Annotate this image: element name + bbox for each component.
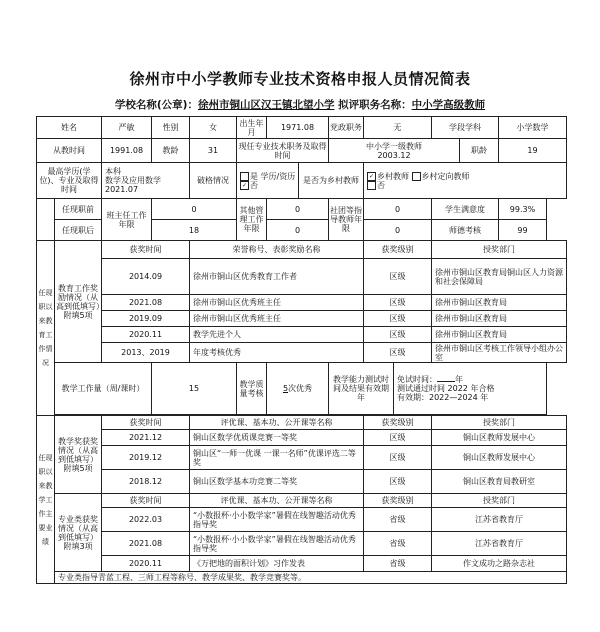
teach-years-value: 31 xyxy=(190,139,237,163)
subject-label: 学段学科 xyxy=(432,117,499,139)
perf-header-time: 获奖时间 xyxy=(102,494,190,508)
table-row xyxy=(37,556,567,572)
other-after: 0 xyxy=(267,220,329,241)
hb-before: 0 xyxy=(152,199,237,220)
party-value: 无 xyxy=(364,117,432,139)
table-row xyxy=(37,494,567,508)
perf-level: 省级 xyxy=(364,508,432,532)
perf-footer-note: 专业类指导青蓝工程、三师工程等称号、教学成果奖、教学竞赛奖等。 xyxy=(55,572,567,584)
ability-value: 免试时间： 年 测试通过时间 2022 年合格 有效期：2022—2024 年 xyxy=(394,363,547,415)
application-form-table xyxy=(36,116,567,584)
post-label: 拟评职务名称： xyxy=(338,99,412,111)
table-row xyxy=(37,139,567,163)
hb-after: 18 xyxy=(152,220,237,241)
perf-name: 铜山区数学基本功竞赛二等奖 xyxy=(190,470,364,494)
honor-time: 2021.08 xyxy=(102,295,190,311)
table-row xyxy=(37,199,567,220)
mentor-before: 0 xyxy=(364,199,432,220)
perf-time: 2021.12 xyxy=(102,430,190,446)
name-value: 严敏 xyxy=(102,117,152,139)
honor-level: 区级 xyxy=(364,327,432,343)
mentor-label: 社团等指导教师年限 xyxy=(329,199,364,241)
workload-label: 教学工作量（周/课时） xyxy=(55,363,152,415)
perf-group1-label: 教学奖获奖情况（从高到低填写）附填5项 xyxy=(55,416,102,494)
perf-level: 省级 xyxy=(364,532,432,556)
honor-name: 徐州市铜山区优秀教育工作者 xyxy=(190,259,364,295)
perf-level: 区级 xyxy=(364,446,432,470)
honor-level: 区级 xyxy=(364,295,432,311)
honor-section-label: 任现职以来教育工作情况 xyxy=(37,241,55,416)
duty-after-label: 任现职后 xyxy=(55,220,102,241)
table-row xyxy=(37,259,567,295)
school-label: 学校名称(公章)： xyxy=(114,99,198,111)
honor-dept: 徐州市铜山区教育局 xyxy=(432,311,567,327)
name-label: 姓名 xyxy=(37,117,102,139)
perf-header-name: 评优课、基本功、公开课等名称 xyxy=(190,494,364,508)
perf-time: 2020.11 xyxy=(102,556,190,572)
edu-value: 本科 数学及应用数学 2021.07 xyxy=(102,163,190,199)
honor-level: 区级 xyxy=(364,343,432,363)
cur-title-value: 中小学一级教师 2003.12 xyxy=(329,139,460,163)
honor-header-time: 获奖时间 xyxy=(102,241,190,259)
table-row xyxy=(37,430,567,446)
table-row xyxy=(37,163,567,199)
perf-name: 铜山区数学优质课竞赛一等奖 xyxy=(190,430,364,446)
honor-time: 2013、2019 xyxy=(102,343,190,363)
school-name: 徐州市铜山区汉王镇北望小学 xyxy=(197,99,335,111)
perf-section-label: 任现职以来教学工作主要业绩 xyxy=(37,416,55,584)
birth-value: 1971.08 xyxy=(267,117,329,139)
edu-label: 最高学历(学位)、专业及取得时间 xyxy=(37,163,102,199)
perf-time: 2021.08 xyxy=(102,532,190,556)
honor-dept: 徐州市铜山区教育局铜山区人力资源和社会保障局 xyxy=(432,259,567,295)
break-options: 是 学历/资历 ✓ 否 xyxy=(237,163,299,199)
quality-label: 教学质量考核 xyxy=(237,363,267,415)
table-row xyxy=(37,470,567,494)
checkbox-empty xyxy=(240,172,249,181)
post-name: 中小学高级教师 xyxy=(411,99,486,111)
perf-header-dept: 授奖部门 xyxy=(432,494,567,508)
checkbox-checked: ✓ xyxy=(241,181,248,189)
rural-label: 是否为乡村教师 xyxy=(299,163,364,199)
perf-name: “小数报杯·小小数学家”暑假在线智趣活动优秀指导奖 xyxy=(190,532,364,556)
perf-dept: 铜山区教师发展中心 xyxy=(432,430,567,446)
honor-time: 2020.11 xyxy=(102,327,190,343)
honor-name: 年度考核优秀 xyxy=(190,343,364,363)
table-row xyxy=(37,508,567,532)
honor-name: 徐州市铜山区优秀班主任 xyxy=(190,295,364,311)
subject-value: 小学数学 xyxy=(499,117,567,139)
honor-header-dept: 授奖部门 xyxy=(432,241,567,259)
mentor-after: 0 xyxy=(364,220,432,241)
honor-dept: 徐州市铜山区教育局 xyxy=(432,295,567,311)
table-row xyxy=(37,241,567,259)
table-row xyxy=(37,363,567,415)
perf-dept: 江苏省教育厅 xyxy=(432,532,567,556)
start-value: 1991.08 xyxy=(102,139,152,163)
break-label: 破格情况 xyxy=(190,163,237,199)
checkbox-empty xyxy=(412,172,421,181)
cur-title-label: 现任专业技术职务及取得时间 xyxy=(237,139,329,163)
workload-value: 15 xyxy=(152,363,237,415)
table-row xyxy=(37,532,567,556)
satisfy-label: 学生满意度 xyxy=(432,199,499,220)
perf-name: 铜山区“一师一优课 一课一名师”优课评选二等奖 xyxy=(190,446,364,470)
honor-header-level: 获奖级别 xyxy=(364,241,432,259)
perf-header-time: 获奖时间 xyxy=(102,416,190,430)
perf-dept: 江苏省教育厅 xyxy=(432,508,567,532)
title-years-label: 职龄 xyxy=(460,139,499,163)
table-row xyxy=(37,327,567,343)
honor-level: 区级 xyxy=(364,311,432,327)
perf-header-level: 获奖级别 xyxy=(364,494,432,508)
perf-level: 区级 xyxy=(364,430,432,446)
duty-blank xyxy=(37,199,55,241)
honor-header-name: 荣誉称号、表彰奖励名称 xyxy=(190,241,364,259)
table-row xyxy=(37,295,567,311)
perf-level: 区级 xyxy=(364,470,432,494)
honor-name: 教学先进个人 xyxy=(190,327,364,343)
perf-time: 2019.12 xyxy=(102,446,190,470)
honor-time: 2014.09 xyxy=(102,259,190,295)
honor-group-label: 教育工作奖励情况（从高到低填写）附填5项 xyxy=(55,241,102,363)
gender-value: 女 xyxy=(190,117,237,139)
ability-label: 教学能力测试时间及结果有效期 年 xyxy=(329,363,394,415)
satisfy-value: 99.3% xyxy=(499,199,547,220)
other-before: 0 xyxy=(267,199,329,220)
teach-years-label: 教龄 xyxy=(152,139,190,163)
rural-options: ✓ 乡村教师 乡村定向教师 否 xyxy=(364,163,567,199)
table-row xyxy=(37,343,567,363)
birth-label: 出生年月 xyxy=(237,117,267,139)
hb-label: 班主任工作年限 xyxy=(102,199,152,241)
ethics-value: 99 xyxy=(499,220,547,241)
table-row xyxy=(37,446,567,470)
perf-header-dept: 授奖部门 xyxy=(432,416,567,430)
perf-dept: 作文成功之路杂志社 xyxy=(432,556,567,572)
honor-dept: 徐州市铜山区教育局 xyxy=(432,327,567,343)
honor-name: 徐州市铜山区优秀班主任 xyxy=(190,311,364,327)
other-label: 其他管理工作年限 xyxy=(237,199,267,241)
checkbox-empty xyxy=(367,181,376,190)
honor-dept: 徐州市铜山区考核工作领导小组办公室 xyxy=(432,343,567,363)
subtitle-line xyxy=(0,97,600,112)
table-row xyxy=(37,572,567,584)
table-row xyxy=(37,416,567,430)
page-title: 徐州市中小学教师专业技术资格申报人员情况简表 xyxy=(129,70,471,88)
checkbox-checked: ✓ xyxy=(368,172,375,180)
perf-name: 《万把地的面积计划》习作发表 xyxy=(190,556,364,572)
start-label: 从教时间 xyxy=(37,139,102,163)
perf-dept: 铜山区教师发展中心 xyxy=(432,446,567,470)
honor-level: 区级 xyxy=(364,259,432,295)
duty-before-label: 任现职前 xyxy=(55,199,102,220)
perf-name: “小数报杯·小小数学家”暑假在线智趣活动优秀指导奖 xyxy=(190,508,364,532)
perf-header-level: 获奖级别 xyxy=(364,416,432,430)
perf-group2-label: 专业类获奖情况（从高到低填写）附填3项 xyxy=(55,494,102,572)
perf-level: 省级 xyxy=(364,556,432,572)
perf-time: 2018.12 xyxy=(102,470,190,494)
table-row xyxy=(37,311,567,327)
table-row xyxy=(37,117,567,139)
ethics-label: 师德考核 xyxy=(432,220,499,241)
quality-value: 5次优秀 xyxy=(267,363,329,415)
party-label: 党政职务 xyxy=(329,117,364,139)
perf-dept: 铜山区教育局教研室 xyxy=(432,470,567,494)
honor-time: 2019.09 xyxy=(102,311,190,327)
title-years-value: 19 xyxy=(499,139,567,163)
perf-header-name: 评优课、基本功、公开课等名称 xyxy=(190,416,364,430)
perf-time: 2022.03 xyxy=(102,508,190,532)
gender-label: 性别 xyxy=(152,117,190,139)
